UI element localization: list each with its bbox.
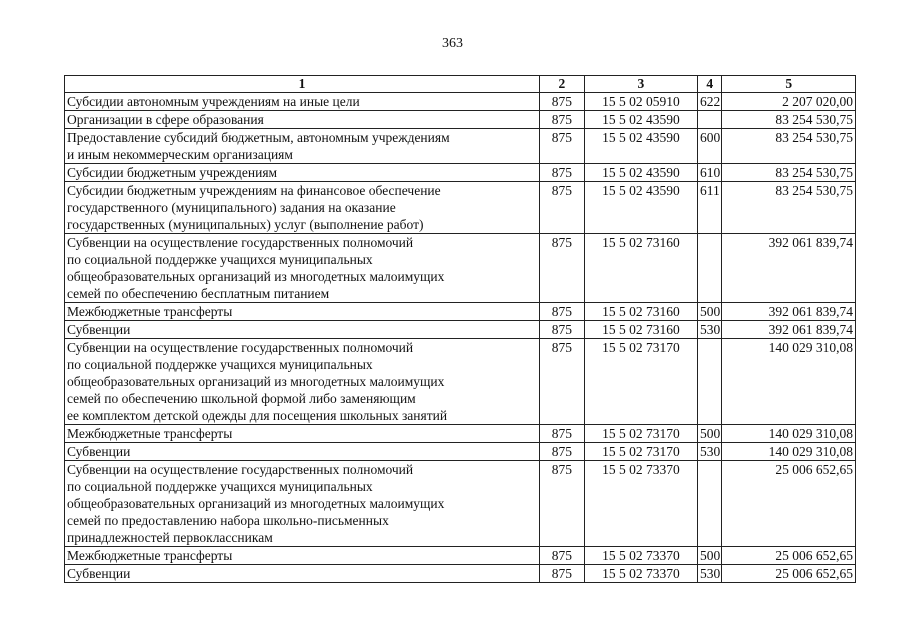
- row-amount: 83 254 530,75: [722, 129, 856, 164]
- row-admin-code: 875: [540, 547, 585, 565]
- column-header-1: 1: [65, 76, 540, 93]
- row-amount: 83 254 530,75: [722, 111, 856, 129]
- description-line: государственных (муниципальных) услуг (выполнение работ): [67, 217, 424, 232]
- row-amount: 83 254 530,75: [722, 182, 856, 234]
- row-description: [65, 303, 540, 321]
- row-target-article: 15 5 02 73370: [584, 565, 697, 583]
- description-line: по социальной поддержке учащихся муниципальных: [67, 479, 373, 494]
- row-amount: 140 029 310,08: [722, 339, 856, 425]
- description-line: Межбюджетные трансферты: [67, 548, 233, 563]
- row-admin-code: 875: [540, 565, 585, 583]
- description-line: семей по обеспечению школьной формой либо заменяющим: [67, 391, 416, 406]
- description-line: Субсидии бюджетным учреждениям: [67, 165, 278, 180]
- description-line: Субвенции на осуществление государственных полномочий: [67, 340, 414, 355]
- row-admin-code: 875: [540, 182, 585, 234]
- row-target-article: 15 5 02 73170: [584, 443, 697, 461]
- row-admin-code: 875: [540, 93, 585, 111]
- budget-table: [64, 75, 856, 583]
- row-amount: 392 061 839,74: [722, 234, 856, 303]
- column-header-2: 2: [540, 76, 585, 93]
- row-amount: 140 029 310,08: [722, 425, 856, 443]
- page-number: 363: [442, 36, 463, 51]
- row-amount: 25 006 652,65: [722, 565, 856, 583]
- row-amount: 392 061 839,74: [722, 303, 856, 321]
- row-description: [65, 93, 540, 111]
- table-body: [65, 93, 856, 583]
- row-expense-type: [697, 234, 721, 303]
- description-line: семей по предоставлению набора школьно-письменных: [67, 513, 389, 528]
- table-header-row: [65, 76, 856, 93]
- row-description: [65, 461, 540, 547]
- description-line: Предоставление субсидий бюджетным, автономным учреждениям: [67, 130, 450, 145]
- row-amount: 392 061 839,74: [722, 321, 856, 339]
- row-target-article: 15 5 02 43590: [584, 111, 697, 129]
- description-line: Субсидии бюджетным учреждениям на финансовое обеспечение: [67, 183, 441, 198]
- table-row: [65, 339, 856, 425]
- row-admin-code: 875: [540, 425, 585, 443]
- table-row: [65, 565, 856, 583]
- row-expense-type: [697, 461, 721, 547]
- row-expense-type: 500: [697, 303, 721, 321]
- row-description: [65, 565, 540, 583]
- description-line: и иным некоммерческим организациям: [67, 147, 293, 162]
- row-admin-code: 875: [540, 111, 585, 129]
- row-target-article: 15 5 02 43590: [584, 129, 697, 164]
- row-target-article: 15 5 02 05910: [584, 93, 697, 111]
- table-row: [65, 129, 856, 164]
- row-admin-code: 875: [540, 303, 585, 321]
- row-target-article: 15 5 02 43590: [584, 164, 697, 182]
- row-expense-type: 500: [697, 425, 721, 443]
- row-amount: 83 254 530,75: [722, 164, 856, 182]
- row-expense-type: 600: [697, 129, 721, 164]
- description-line: Субвенции: [67, 444, 131, 459]
- row-description: [65, 443, 540, 461]
- table-row: [65, 303, 856, 321]
- row-expense-type: 530: [697, 565, 721, 583]
- table-row: [65, 93, 856, 111]
- row-amount: 25 006 652,65: [722, 547, 856, 565]
- description-line: по социальной поддержке учащихся муниципальных: [67, 357, 373, 372]
- row-expense-type: 530: [697, 321, 721, 339]
- table-row: [65, 443, 856, 461]
- description-line: по социальной поддержке учащихся муниципальных: [67, 252, 373, 267]
- row-expense-type: [697, 111, 721, 129]
- row-target-article: 15 5 02 73160: [584, 234, 697, 303]
- table-row: [65, 182, 856, 234]
- description-line: Субвенции: [67, 322, 131, 337]
- description-line: общеобразовательных организаций из многодетных малоимущих: [67, 496, 445, 511]
- table-row: [65, 461, 856, 547]
- description-line: общеобразовательных организаций из многодетных малоимущих: [67, 269, 445, 284]
- row-target-article: 15 5 02 73160: [584, 303, 697, 321]
- column-header-5: 5: [722, 76, 856, 93]
- description-line: ее комплектом детской одежды для посещения школьных занятий: [67, 408, 448, 423]
- row-expense-type: 610: [697, 164, 721, 182]
- description-line: Субвенции на осуществление государственных полномочий: [67, 462, 414, 477]
- row-description: [65, 321, 540, 339]
- description-line: Организации в сфере образования: [67, 112, 264, 127]
- row-description: [65, 339, 540, 425]
- row-amount: 2 207 020,00: [722, 93, 856, 111]
- table-row: [65, 164, 856, 182]
- row-admin-code: 875: [540, 339, 585, 425]
- row-target-article: 15 5 02 73170: [584, 339, 697, 425]
- description-line: Субвенции: [67, 566, 131, 581]
- row-amount: 25 006 652,65: [722, 461, 856, 547]
- table-row: [65, 547, 856, 565]
- description-line: общеобразовательных организаций из многодетных малоимущих: [67, 374, 445, 389]
- column-header-4: 4: [697, 76, 721, 93]
- column-header-3: 3: [584, 76, 697, 93]
- row-description: [65, 164, 540, 182]
- row-expense-type: 622: [697, 93, 721, 111]
- table-row: [65, 425, 856, 443]
- table-row: [65, 234, 856, 303]
- row-target-article: 15 5 02 73370: [584, 461, 697, 547]
- row-description: [65, 547, 540, 565]
- row-target-article: 15 5 02 73170: [584, 425, 697, 443]
- row-description: [65, 129, 540, 164]
- row-expense-type: 530: [697, 443, 721, 461]
- row-admin-code: 875: [540, 234, 585, 303]
- row-amount: 140 029 310,08: [722, 443, 856, 461]
- description-line: Межбюджетные трансферты: [67, 426, 233, 441]
- description-line: государственного (муниципального) задания на оказание: [67, 200, 396, 215]
- description-line: семей по обеспечению бесплатным питанием: [67, 286, 330, 301]
- row-description: [65, 111, 540, 129]
- row-admin-code: 875: [540, 461, 585, 547]
- row-admin-code: 875: [540, 129, 585, 164]
- row-description: [65, 425, 540, 443]
- description-line: принадлежностей первоклассникам: [67, 530, 273, 545]
- row-admin-code: 875: [540, 164, 585, 182]
- table-row: [65, 321, 856, 339]
- row-target-article: 15 5 02 73160: [584, 321, 697, 339]
- row-expense-type: 611: [697, 182, 721, 234]
- row-expense-type: [697, 339, 721, 425]
- row-description: [65, 182, 540, 234]
- row-admin-code: 875: [540, 443, 585, 461]
- row-admin-code: 875: [540, 321, 585, 339]
- description-line: Межбюджетные трансферты: [67, 304, 233, 319]
- row-description: [65, 234, 540, 303]
- row-expense-type: 500: [697, 547, 721, 565]
- description-line: Субсидии автономным учреждениям на иные цели: [67, 94, 360, 109]
- table-row: [65, 111, 856, 129]
- description-line: Субвенции на осуществление государственных полномочий: [67, 235, 414, 250]
- row-target-article: 15 5 02 43590: [584, 182, 697, 234]
- row-target-article: 15 5 02 73370: [584, 547, 697, 565]
